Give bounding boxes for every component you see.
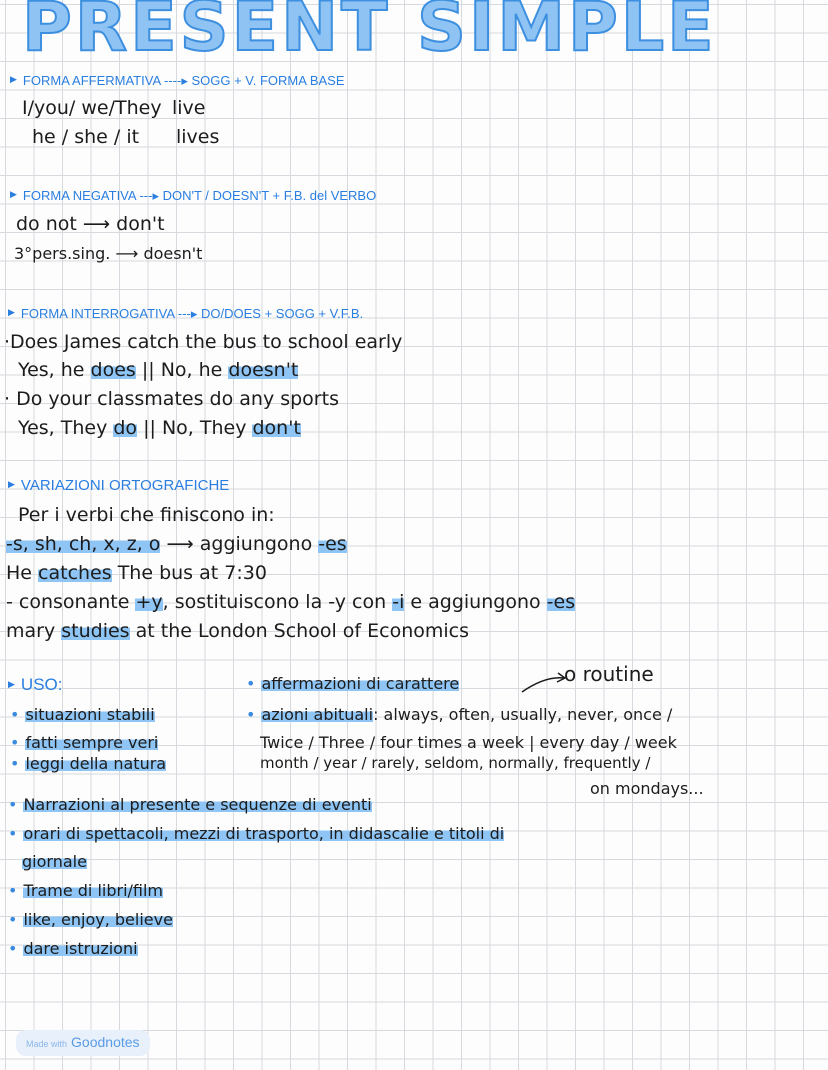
rule-text: , sostituiscono la -y con bbox=[162, 591, 393, 613]
uso-left-item bbox=[10, 756, 166, 772]
affermativa-verb-1: live bbox=[172, 97, 206, 119]
heading-affermativa-text: FORMA AFFERMATIVA ----▸ SOGG + V. FORMA BASE bbox=[22, 73, 345, 88]
heading-negativa-text: FORMA NEGATIVA ---▸ DON'T / DOESN'T + F.B. del VERBO bbox=[22, 188, 377, 203]
answer-text: || No, he bbox=[135, 359, 229, 381]
adverbs-line-2: Twice / Three / four times a week | every day / week bbox=[260, 733, 677, 752]
example-text: mary bbox=[6, 620, 62, 642]
bullet-icon: • bbox=[246, 674, 256, 693]
adverbs-line-4: on mondays... bbox=[590, 779, 704, 798]
bullet-icon: • bbox=[10, 733, 20, 752]
interrogativa-answer-1 bbox=[18, 361, 298, 380]
interrogativa-question-1: ·Does James catch the bus to school early bbox=[4, 331, 403, 353]
highlight: -es bbox=[546, 591, 576, 613]
bullet-icon: • bbox=[8, 881, 18, 900]
highlight: catches bbox=[38, 562, 112, 584]
uso-bottom-item bbox=[8, 797, 372, 813]
highlight: do bbox=[113, 417, 138, 439]
heading-variazioni bbox=[8, 478, 229, 493]
answer-text: || No, They bbox=[137, 417, 253, 439]
answer-text: Yes, They bbox=[18, 417, 114, 439]
uso-bottom-item bbox=[8, 883, 163, 899]
affermativa-verb-2: lives bbox=[176, 126, 220, 148]
highlight: affermazioni di carattere bbox=[261, 674, 460, 693]
interrogativa-question-2: · Do your classmates do any sports bbox=[4, 388, 339, 410]
heading-negativa bbox=[10, 188, 376, 203]
highlight: don't bbox=[252, 417, 301, 439]
variazioni-example-2 bbox=[6, 622, 469, 641]
uso-bottom-item bbox=[8, 941, 138, 957]
bullet-icon: • bbox=[8, 939, 18, 958]
highlight: Narrazioni al presente e sequenze di eventi bbox=[23, 795, 372, 814]
rule-text: e aggiungono bbox=[404, 591, 547, 613]
routine-note: o routine bbox=[564, 662, 654, 686]
uso-left-item bbox=[10, 707, 155, 723]
bullet-icon: • bbox=[8, 910, 18, 929]
arrow-icon bbox=[520, 670, 570, 696]
bullet-icon: • bbox=[8, 824, 18, 843]
bullet-icon: • bbox=[8, 795, 18, 814]
adverbs-line-3: month / year / rarely, seldom, normally, frequently / bbox=[260, 754, 651, 772]
variazioni-rule-1 bbox=[6, 535, 347, 554]
highlight: -i bbox=[392, 591, 405, 613]
answer-text: Yes, he bbox=[18, 359, 91, 381]
uso-bottom-item bbox=[8, 826, 504, 842]
example-text: at the London School of Economics bbox=[129, 620, 469, 642]
variazioni-intro: Per i verbi che finiscono in: bbox=[18, 504, 275, 526]
rule-text: - consonante bbox=[6, 591, 136, 613]
heading-variazioni-text: VARIAZIONI ORTOGRAFICHE bbox=[20, 477, 230, 494]
highlight: does bbox=[90, 359, 136, 381]
uso-left-item bbox=[10, 735, 158, 751]
uso-bottom-item bbox=[22, 854, 87, 870]
rule-text: ⟶ aggiungono bbox=[160, 533, 319, 555]
example-text: He bbox=[6, 562, 39, 584]
affermativa-subject-1: I/you/ we/They bbox=[22, 97, 162, 119]
example-text: The bus at 7:30 bbox=[111, 562, 267, 584]
highlight: -es bbox=[318, 533, 347, 555]
highlight: dare istruzioni bbox=[23, 939, 138, 958]
uso-right-item-1 bbox=[246, 676, 459, 692]
triangle-bullet-icon: ▶ bbox=[8, 307, 15, 317]
heading-interrogativa bbox=[8, 306, 363, 321]
bullet-icon: • bbox=[10, 705, 20, 724]
highlight: giornale bbox=[22, 852, 87, 871]
highlight: doesn't bbox=[228, 359, 299, 381]
heading-uso bbox=[8, 676, 62, 693]
goodnotes-badge bbox=[16, 1030, 150, 1056]
adverbs-text: : always, often, usually, never, once / bbox=[373, 705, 673, 724]
triangle-bullet-icon: ▶ bbox=[8, 679, 15, 689]
highlight: azioni abituali bbox=[261, 705, 374, 724]
triangle-bullet-icon: ▶ bbox=[10, 189, 17, 199]
bullet-icon: • bbox=[10, 754, 20, 773]
variazioni-example-1 bbox=[6, 564, 267, 583]
negativa-line-2: 3°pers.sing. ⟶ doesn't bbox=[14, 244, 203, 263]
highlight: like, enjoy, believe bbox=[23, 910, 173, 929]
highlight: leggi della natura bbox=[25, 754, 167, 773]
highlight: fatti sempre veri bbox=[25, 733, 159, 752]
triangle-bullet-icon: ▶ bbox=[10, 74, 17, 84]
badge-made-with: Made with bbox=[26, 1039, 68, 1049]
variazioni-rule-2 bbox=[6, 593, 575, 612]
uso-right-item-2 bbox=[246, 707, 672, 723]
interrogativa-answer-2 bbox=[18, 419, 301, 438]
triangle-bullet-icon: ▶ bbox=[8, 479, 15, 489]
heading-interrogativa-text: FORMA INTERROGATIVA ---▸ DO/DOES + SOGG + V.F.B. bbox=[20, 306, 364, 321]
affermativa-subject-2: he / she / it bbox=[32, 126, 140, 148]
uso-bottom-item bbox=[8, 912, 173, 928]
heading-uso-text: USO: bbox=[20, 675, 63, 694]
highlight: -s, sh, ch, x, z, o bbox=[6, 533, 161, 555]
highlight: situazioni stabili bbox=[25, 705, 155, 724]
highlight: studies bbox=[61, 620, 130, 642]
bullet-icon: • bbox=[246, 705, 256, 724]
heading-affermativa bbox=[10, 73, 345, 88]
negativa-line-1: do not ⟶ don't bbox=[16, 213, 165, 235]
highlight: Trame di libri/film bbox=[23, 881, 164, 900]
highlight: orari di spettacoli, mezzi di trasporto, in didascalie e titoli di bbox=[23, 824, 505, 843]
highlight: +y bbox=[135, 591, 163, 613]
badge-brand: Goodnotes bbox=[71, 1034, 140, 1050]
page-title: PRESENT SIMPLE bbox=[22, 0, 717, 67]
